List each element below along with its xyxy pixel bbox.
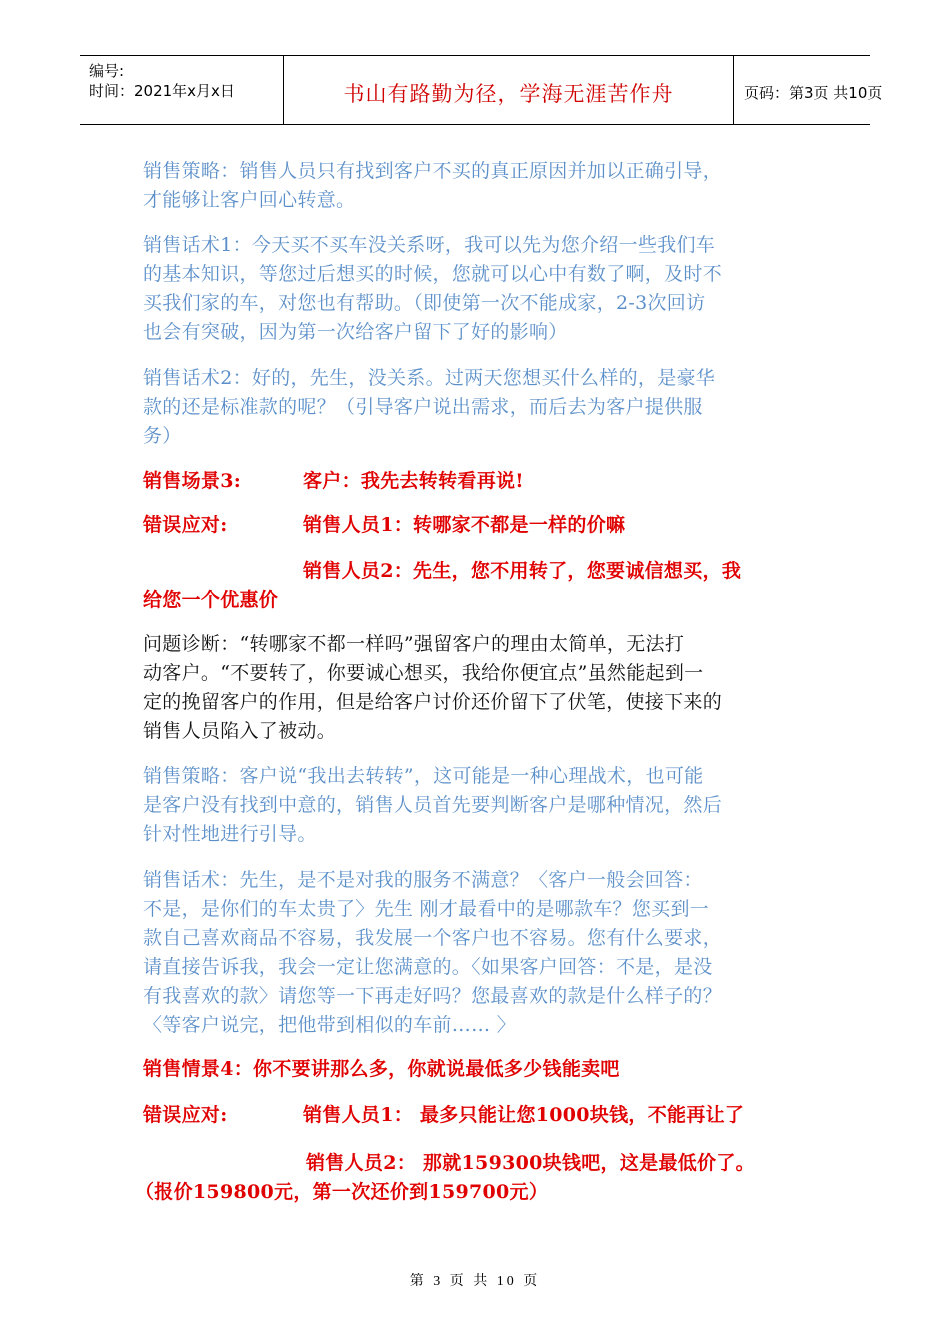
wrong-3-label: 错误应对: xyxy=(143,514,228,536)
wrong-3-text-b2: 给您一个优惠价 xyxy=(143,589,279,611)
sales-scene-4 xyxy=(143,1055,815,1084)
sales-strategy-paragraph-2 xyxy=(143,762,815,849)
text-line: 务） xyxy=(143,425,182,447)
wrong-4-text-b1: 销售人员2： 那就159300块钱吧，这是最低价了。 xyxy=(306,1152,755,1174)
scene-3-line xyxy=(143,467,815,496)
page-footer: 第 3 页 共 10 页 xyxy=(409,1274,541,1289)
text-line: 的基本知识，等您过后想买的时候，您就可以心中有数了啊，及时不 xyxy=(143,263,723,285)
wrong-response-3 xyxy=(143,511,815,540)
document-header xyxy=(80,55,883,125)
number-label: 编号: xyxy=(89,62,125,80)
text-line: 〈等客户说完，把他带到相似的车前…… 〉 xyxy=(143,1014,517,1036)
scene-4-text: 销售情景4：你不要讲那么多，你就说最低多少钱能卖吧 xyxy=(143,1058,620,1080)
wrong-4-text-b2: （报价159800元，第一次还价到159700元） xyxy=(135,1181,549,1203)
sales-script-paragraph xyxy=(143,866,815,1040)
scene-3-text: 客户：我先去转转看再说! xyxy=(303,470,524,492)
text-line: 款的还是标准款的呢？（引导客户说出需求，而后去为客户提供服 xyxy=(143,396,703,418)
text-line: 销售话术：先生，是不是对我的服务不满意？〈客户一般会回答： xyxy=(143,869,703,891)
text-line: 销售话术2：好的，先生，没关系。过两天您想买什么样的，是豪华 xyxy=(143,367,716,389)
header-meta-cell xyxy=(80,56,284,124)
sales-scene-3 xyxy=(143,467,815,496)
header-motto-cell xyxy=(284,56,734,124)
sales-script-2-paragraph xyxy=(143,364,815,451)
text-line: 款自己喜欢商品不容易，我发展一个客户也不容易。您有什么要求， xyxy=(143,927,723,949)
text-line: 销售人员陷入了被动。 xyxy=(143,720,337,742)
text-line: 定的挽留客户的作用，但是给客户讨价还价留下了伏笔，使接下来的 xyxy=(143,691,723,713)
wrong-3-line-a xyxy=(143,511,815,540)
text-line: 销售策略：销售人员只有找到客户不买的真正原因并加以正确引导， xyxy=(143,160,723,182)
wrong-3-text-a: 销售人员1：转哪家不都是一样的价嘛 xyxy=(303,514,626,536)
text-line: 才能够让客户回心转意。 xyxy=(143,189,356,211)
wrong-response-4 xyxy=(143,1101,815,1130)
header-page-cell xyxy=(734,56,883,124)
wrong-3-line-b xyxy=(143,557,815,586)
sales-script-1-paragraph xyxy=(143,231,815,347)
wrong-response-4-b xyxy=(135,1149,815,1207)
text-line: 问题诊断：“转哪家不都一样吗”强留客户的理由太简单，无法打 xyxy=(143,633,685,655)
wrong-response-3-b xyxy=(143,557,815,615)
scene-3-label: 销售场景3: xyxy=(143,470,242,492)
text-line: 销售话术1：今天买不买车没关系呀，我可以先为您介绍一些我们车 xyxy=(143,234,716,256)
problem-diagnosis-paragraph xyxy=(143,630,815,746)
wrong-4-label: 错误应对: xyxy=(143,1104,228,1126)
text-line: 是客户没有找到中意的，销售人员首先要判断客户是哪种情况，然后 xyxy=(143,794,723,816)
text-line: 针对性地进行引导。 xyxy=(143,823,317,845)
wrong-4-line-a xyxy=(143,1101,815,1130)
motto: 书山有路勤为径，学海无涯苦作舟 xyxy=(343,82,674,106)
wrong-3-text-b1: 销售人员2：先生，您不用转了，您要诚信想买，我 xyxy=(303,560,742,582)
text-line: 动客户。“不要转了，你要诚心想买，我给你便宜点”虽然能起到一 xyxy=(143,662,704,684)
sales-strategy-paragraph-1 xyxy=(143,157,815,215)
wrong-4-text-a: 销售人员1： 最多只能让您1000块钱，不能再让了 xyxy=(303,1104,745,1126)
text-line: 不是，是你们的车太贵了〉先生 刚才最看中的是哪款车？您买到一 xyxy=(143,898,710,920)
text-line: 买我们家的车，对您也有帮助。（即使第一次不能成家，2-3次回访 xyxy=(143,292,706,314)
text-line: 也会有突破，因为第一次给客户留下了好的影响） xyxy=(143,321,568,343)
text-line: 请直接告诉我，我会一定让您满意的。〈如果客户回答：不是，是没 xyxy=(143,956,713,978)
text-line: 销售策略：客户说“我出去转转”，这可能是一种心理战术，也可能 xyxy=(143,765,704,787)
text-line: 有我喜欢的款〉请您等一下再走好吗？您最喜欢的款是什么样子的？ xyxy=(143,985,723,1007)
wrong-4-line-b xyxy=(143,1149,815,1178)
page-info: 页码：第3页 共10页 xyxy=(744,84,883,102)
date-label: 时间：2021年x月x日 xyxy=(89,82,235,100)
